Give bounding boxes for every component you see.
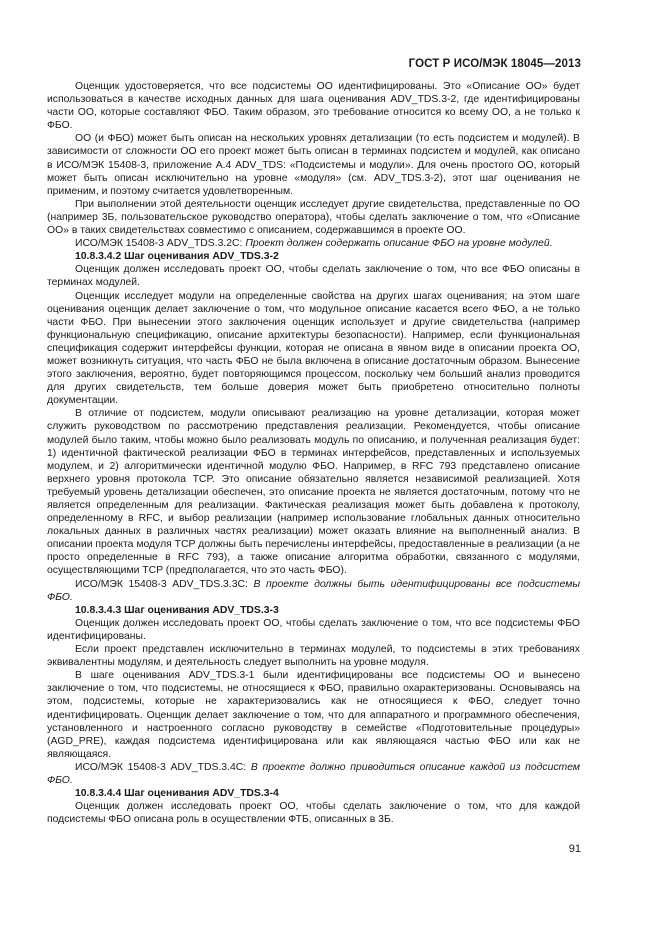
paragraph: Оценщик должен исследовать проект ОО, чтобы сделать заключение о том, что все ФБО описаны в терминах модулей. (47, 264, 580, 289)
requirement-ref: ИСО/МЭК 15408-3 ADV_TDS.3.2С: (75, 238, 246, 250)
paragraph: ОО (и ФБО) может быть описан на нескольких уровнях детализации (то есть подсистем и модулей). В зависимости от сложности ОО его проект может быть описан в терминах подсистем и модулей, как описано в ИСО/МЭК 15408-3, приложение А.4 ADV_TDS: «Подсистемы и модули». Для очень простого ОО, который может быть описан исключительно на уровне «модуля» (см. ADV_TDS.3-2), этот шаг оценивания не применим, и поэтому считается удовлетворенным. (47, 133, 580, 197)
document-header: ГОСТ Р ИСО/МЭК 18045—2013 (408, 58, 581, 70)
document-body (47, 80, 580, 826)
requirement-text: В проекте должны быть идентифицированы все подсистемы ФБО. (47, 578, 580, 603)
section-heading: 10.8.3.4.2 Шаг оценивания ADV_TDS.3-2 (75, 251, 279, 263)
paragraph: Оценщик должен исследовать проект ОО, чтобы сделать заключение о том, что для каждой подсистемы ФБО описана роль в осуществлении ФТБ, описанных в 3Б. (47, 801, 580, 826)
paragraph: В отличие от подсистем, модули описывают реализацию на уровне детализации, которая может служить руководством по рассмотрению представления реализации. Рекомендуется, чтобы описание модулей было таким, чтобы можно было реализовать модуль по описанию, и полученная реализация будет: 1) идентичной фактической реализации ФБО в терминах интерфейсов, представленных и используемых модулем, и 2) алгоритмически идентичной модулю ФБО. Например, в RFC 793 представлено описание верхнего уровня протокола TCP. Это описание обязательно является независимой реализацией. Хотя требуемый уровень детализации обеспечен, это описание проекта не является достаточным, потому что не является определенным для реализации. Фактическая реализация может быть добавлена к протоколу, определенному в RFC, и выбор реализации (например использование глобальных данных относительно локальных данных в различных частях реализации) может оказать влияние на выполненный анализ. В описании проекта модуля TCP должны быть перечислены интерфейсы, предоставленные в реализации (а не просто определенные в RFC 793), а также описание алгоритма обработки, связанного с модулями, осуществляющими TCP (предполагается, что это часть ФБО). (47, 408, 580, 577)
section-heading: 10.8.3.4.4 Шаг оценивания ADV_TDS.3-4 (75, 788, 279, 800)
requirement-paragraph (47, 237, 580, 250)
requirement-ref: ИСО/МЭК 15408-3 ADV_TDS.3.4С: (75, 761, 251, 773)
requirement-ref: ИСО/МЭК 15408-3 ADV_TDS.3.3С: (75, 578, 254, 590)
page-number: 91 (568, 843, 581, 855)
paragraph: Если проект представлен исключительно в терминах модулей, то подсистемы в этих требованиях эквивалентны модулям, и деятельность следует выполнить на уровне модуля. (47, 644, 580, 669)
requirement-paragraph (47, 761, 580, 787)
paragraph: При выполнении этой деятельности оценщик исследует другие свидетельства, представленные по ОО (например 3Б, пользовательское руководство оператора), чтобы сделать заключение о том, что «Описание ОО» в таких свидетельствах совместимо с описанием, содержавшимся в проекте ОО. (47, 198, 580, 237)
section-heading: 10.8.3.4.3 Шаг оценивания ADV_TDS.3-3 (75, 604, 279, 616)
paragraph: Оценщик исследует модули на определенные свойства на других шагах оценивания; на этом шаге оценивания оценщик делает заключение о том, что модульное описание касается всего ФБО, а не только части ФБО. При вынесении этого заключения оценщик использует и другие свидетельства (например функциональную спецификацию, описание архитектуры безопасности). Например, если функциональная спецификация содержит интерфейсы функции, которая не описана в явном виде в описании проекта ОО, может возникнуть ситуация, что часть ФБО не была включена в описание достаточным образом. Вынесение этого заключения, вероятно, будет повторяющимся процессом, поскольку чем больший анализ проводится для других свидетельств, тем больше доверия может быть приобретено относительно полноты документации. (47, 290, 580, 407)
paragraph: В шаге оценивания ADV_TDS.3-1 были идентифицированы все подсистемы ОО и вынесено заключение о том, что подсистемы, не относящиеся к ФБО, правильно охарактеризованы. Основываясь на этом, подсистемы, которые не характеризовались как не относящиеся к ФБО, следует точно идентифицировать. Оценщик делает заключение о том, что для аппаратного и программного обеспечения, установленного и настроенного согласно руководству в семействе «Подготовительные процедуры» (AGD_PRE), каждая подсистема идентифицирована или как являющаяся частью ФБО или как не являющаяся. (47, 670, 580, 760)
requirement-text: Проект должен содержать описание ФБО на уровне модулей. (245, 238, 553, 250)
paragraph: Оценщик должен исследовать проект ОО, чтобы сделать заключение о том, что все подсистемы ФБО идентифицированы. (47, 617, 580, 642)
requirement-text: В проекте должно приводиться описание каждой из подсистем ФБО. (47, 761, 580, 786)
requirement-paragraph (47, 578, 580, 604)
paragraph: Оценщик удостоверяется, что все подсистемы ОО идентифицированы. Это «Описание ОО» будет использоваться в качестве исходных данных для шага оценивания ADV_TDS.3-2, где идентифицированы части ОО, которые составляют ФБО. Таким образом, это требование относится ко всему ОО, а не только к ФБО. (47, 81, 580, 132)
